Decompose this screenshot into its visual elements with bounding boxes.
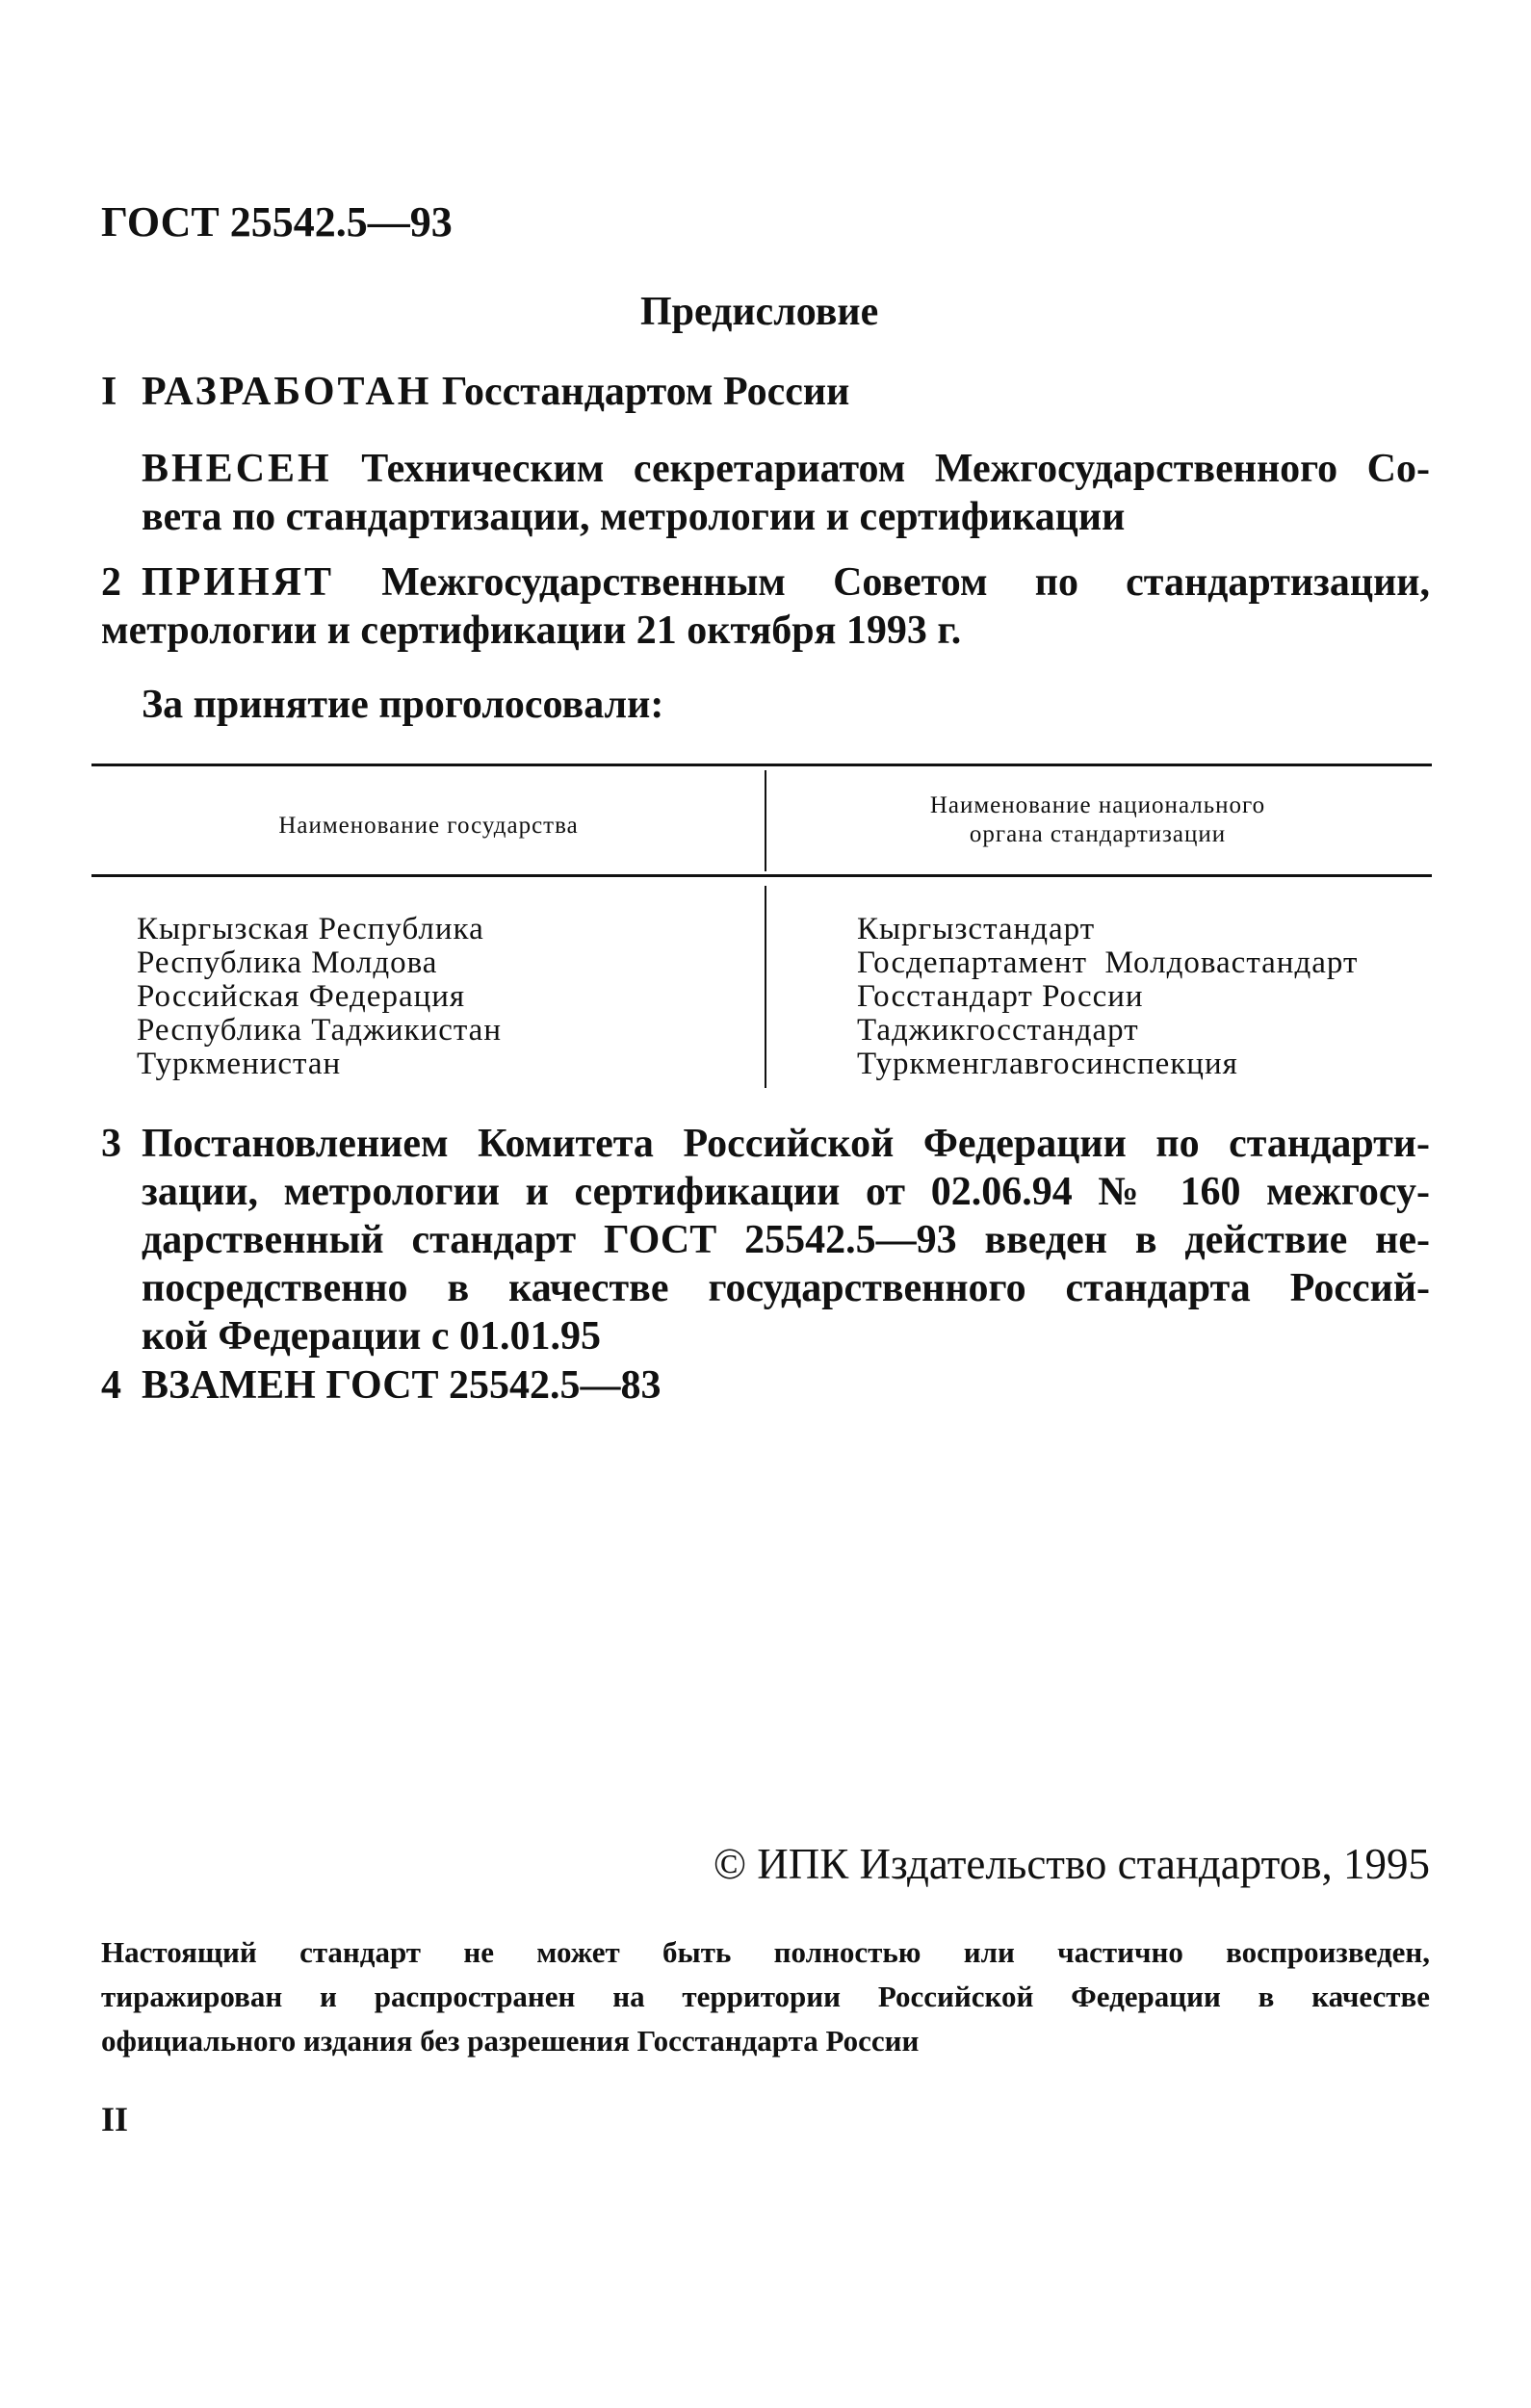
page-title: Предисловие [640, 290, 879, 334]
table-header-divider [765, 770, 766, 871]
table-header-line: Наименование национального [929, 792, 1266, 818]
item-text: Госстандартом России [441, 370, 850, 414]
table-cell-body: Госдепартамент Молдовастандарт [857, 945, 1359, 980]
table-header-rule [91, 874, 1432, 877]
item-number: 3 [101, 1122, 121, 1166]
votes-label: За принятие проголосовали: [142, 683, 664, 727]
table-cell-state: Республика Молдова [137, 945, 438, 980]
item-lead: РАЗРАБОТАН [142, 370, 432, 414]
item-number: 2 [101, 560, 121, 605]
page-number: II [101, 2100, 129, 2138]
table-cell-state: Туркменистан [137, 1047, 342, 1081]
item-text: кой Федерации с 01.01.95 [142, 1314, 601, 1359]
table-header-body [770, 791, 1425, 849]
table-cell-state: Республика Таджикистан [137, 1013, 502, 1048]
item-text: вета по стандартизации, метрологии и сертификации [142, 495, 1126, 539]
table-top-rule [91, 764, 1432, 766]
item-4 [101, 1362, 662, 1409]
item-text: метрологии и сертификации 21 октября 1993 г. [101, 608, 962, 653]
item-text: ВЗАМЕН ГОСТ 25542.5—83 [142, 1363, 662, 1408]
item-text: Межгосударственным Советом по стандартизации, [381, 560, 1431, 605]
copyright: © ИПК Издательство стандартов, 1995 [713, 1840, 1430, 1888]
item-2 [101, 558, 1430, 655]
document-code: ГОСТ 25542.5—93 [101, 198, 453, 246]
reproduction-notice [101, 1930, 1430, 2063]
item-vnesen [142, 445, 1430, 541]
item-lead: ПРИНЯТ [142, 560, 335, 605]
table-cell-body: Госстандарт России [857, 979, 1144, 1014]
item-3 [142, 1120, 1430, 1360]
table-header-line: органа стандартизации [969, 821, 1227, 847]
item-text: Техническим секретариатом Межгосударственного Со- [361, 447, 1431, 491]
item-lead: ВНЕСЕН [142, 447, 332, 491]
table-cell-body: Таджикгосстандарт [857, 1013, 1139, 1048]
notice-line: официального издания без разрешения Госстандарта России [101, 2024, 920, 2058]
table-cell-body: Кыргызстандарт [857, 912, 1096, 946]
item-text: дарственный стандарт ГОСТ 25542.5—93 введен в действие не- [142, 1218, 1430, 1262]
item-number: 4 [101, 1363, 121, 1408]
table-body-divider [765, 886, 766, 1088]
item-text: посредственно в качестве государственного стандарта Россий- [142, 1266, 1430, 1310]
item-text: Постановлением Комитета Российской Федерации по стандарти- [142, 1122, 1430, 1166]
notice-line: тиражирован и распространен на территории Российской Федерации в качестве [101, 1980, 1430, 2013]
item-text: зации, метрологии и сертификации от 02.06.94 № 160 межгосу- [142, 1170, 1430, 1214]
table-cell-body: Туркменглавгосинспекция [857, 1047, 1238, 1081]
item-number: I [101, 370, 117, 414]
table-cell-state: Кыргызская Республика [137, 912, 484, 946]
table-header-state: Наименование государства [278, 813, 579, 839]
notice-line: Настоящий стандарт не может быть полностью или частично воспроизведен, [101, 1935, 1430, 1969]
table-cell-state: Российская Федерация [137, 979, 466, 1014]
item-1 [101, 369, 849, 415]
